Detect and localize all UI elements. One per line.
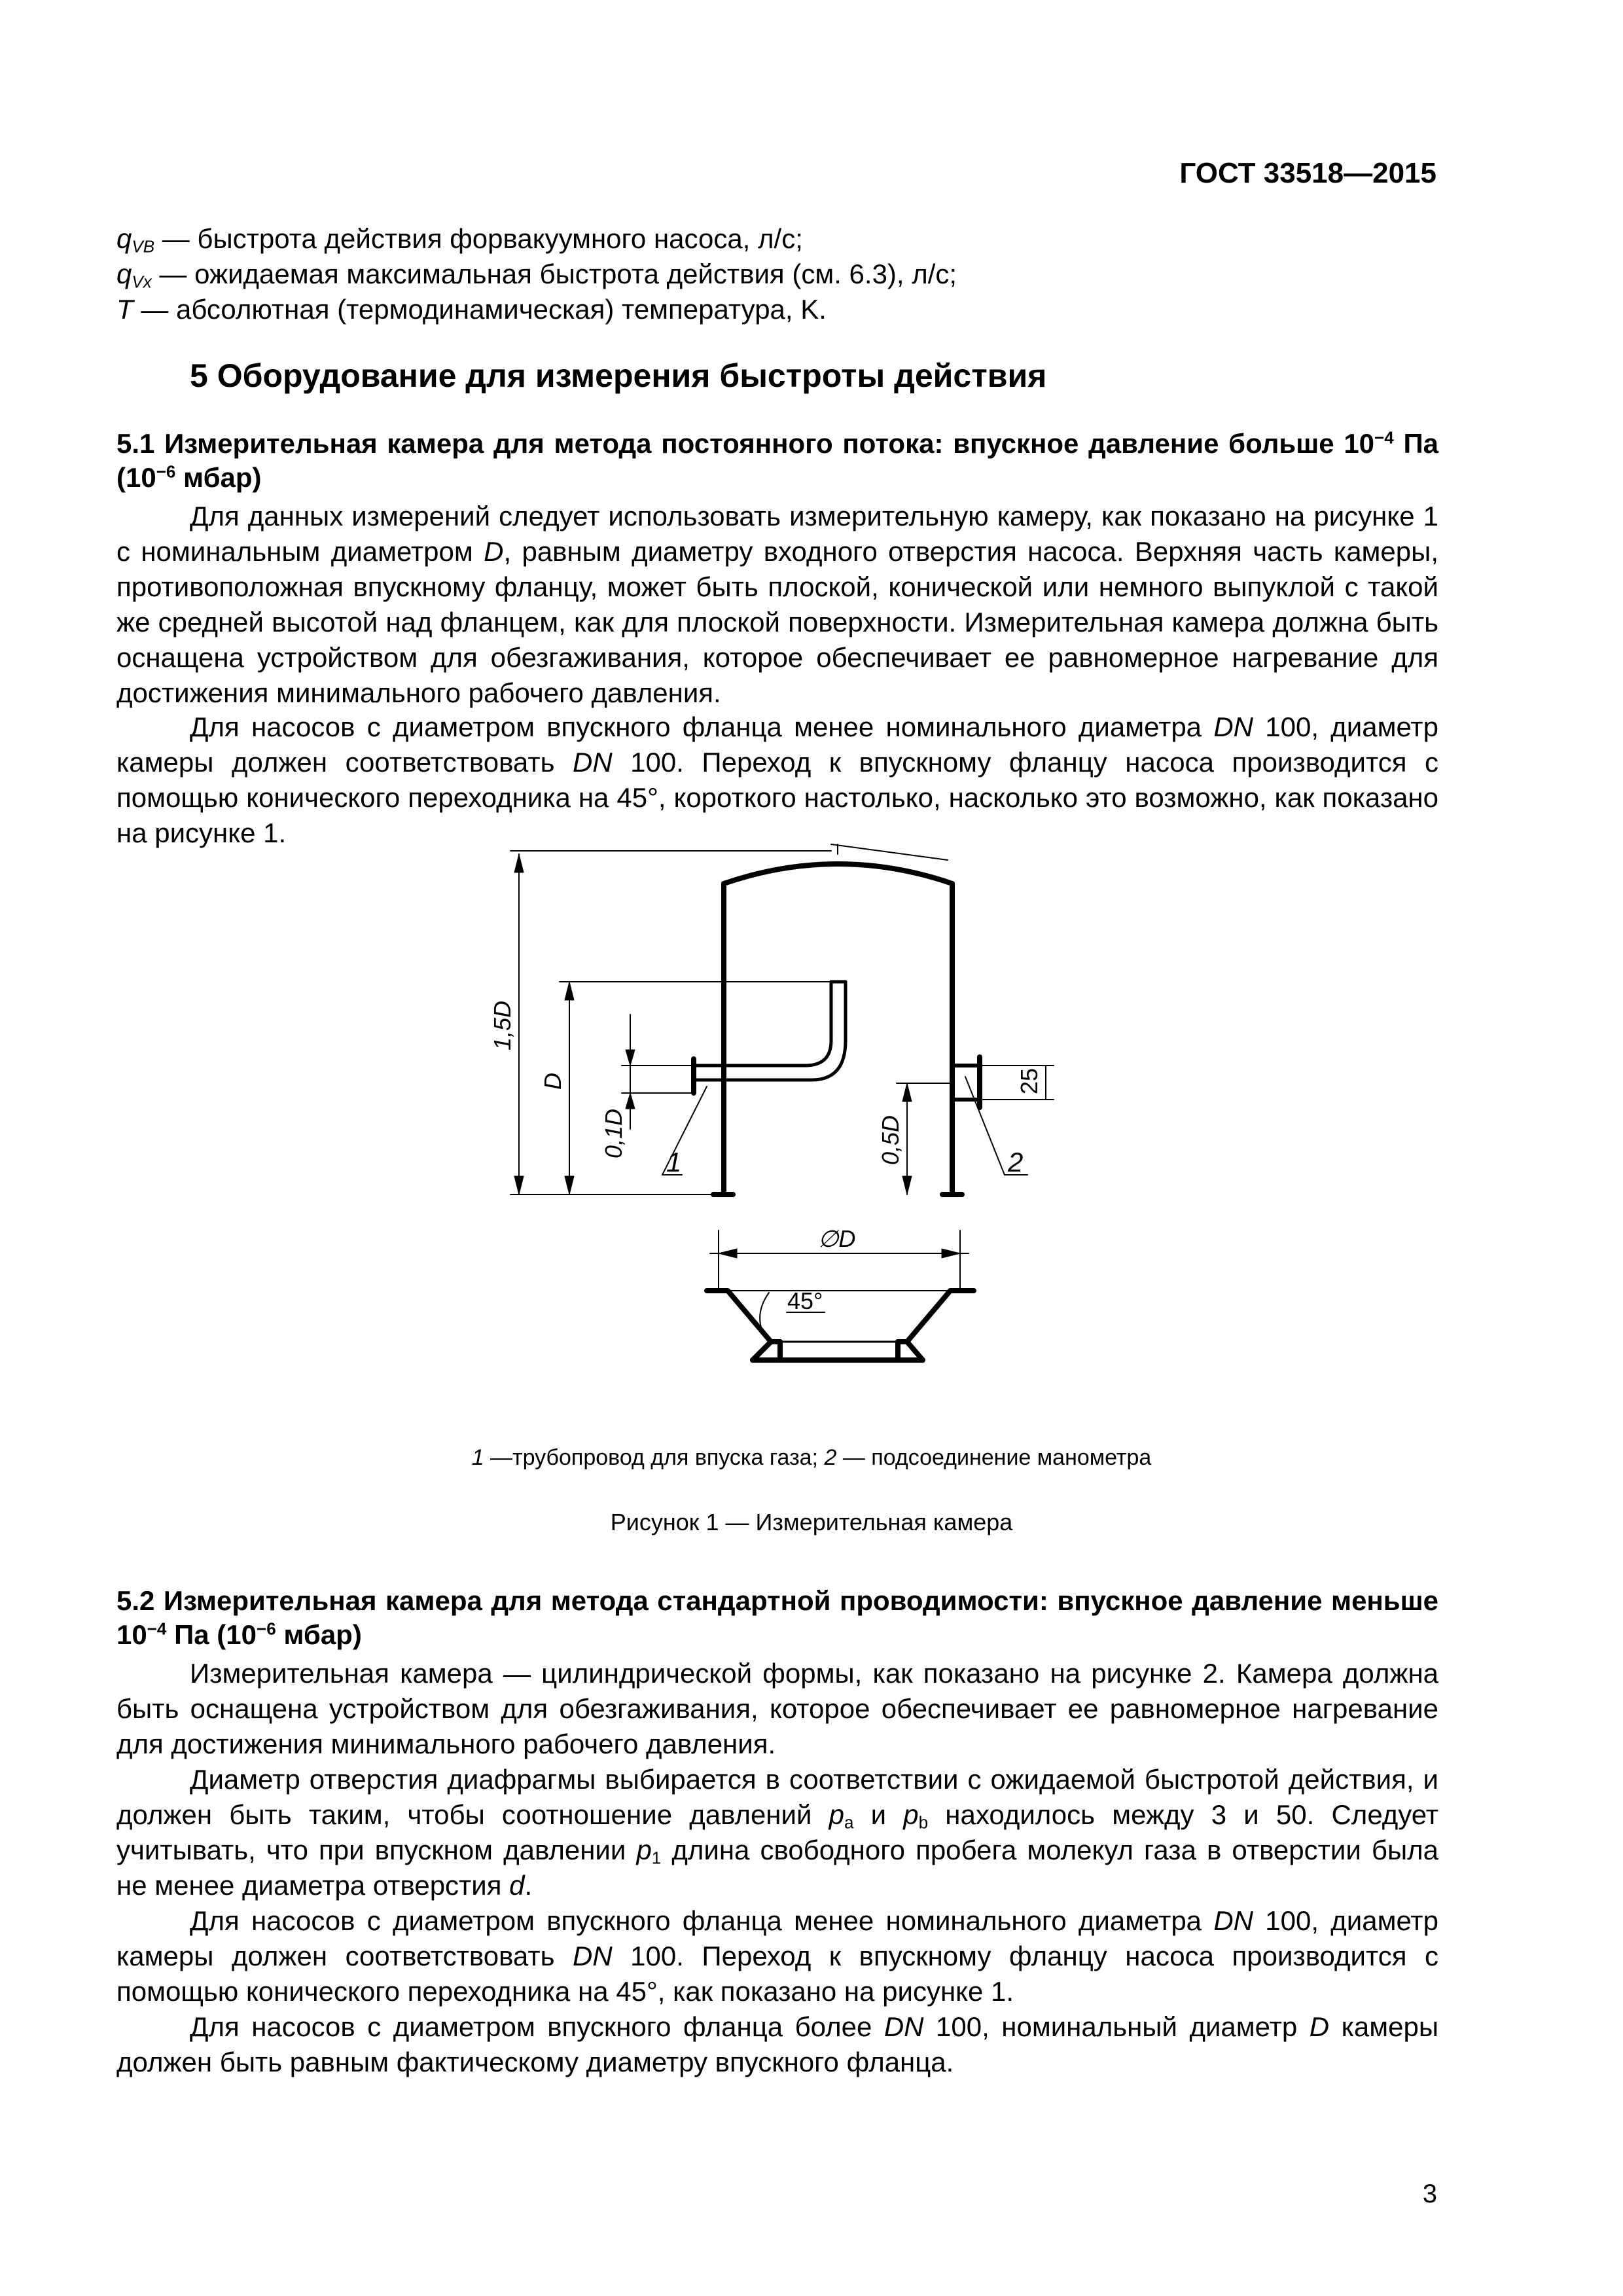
symbol: d bbox=[509, 1870, 525, 1901]
dim-label-25: 25 bbox=[1016, 1067, 1043, 1094]
figure-1-drawing bbox=[458, 831, 1165, 1420]
page-number: 3 bbox=[1422, 2179, 1437, 2208]
text: и bbox=[853, 1799, 904, 1830]
subsection-5-2-heading bbox=[116, 1584, 1438, 1652]
exponent: −4 bbox=[1374, 427, 1394, 448]
heading-text: 5.2 Измерительная камера для метода стандартной проводимости: впускное давление меньше 10 bbox=[116, 1585, 1438, 1650]
symbol: DN bbox=[572, 747, 613, 778]
text: Для насосов с диаметром впускного фланца более bbox=[190, 2011, 884, 2042]
symbol: DN bbox=[572, 1941, 613, 1971]
symbol: p bbox=[829, 1799, 844, 1830]
definition-qvx bbox=[116, 257, 1438, 292]
text: , равным диаметру входного отверстия насоса. Верхняя часть камеры, противоположная впускному фланцу, может быть плоской, конической или немного выпуклой с такой же средней высотой над фланцем, как для плоской поверхности. Измерительная камера должна быть оснащена устройством для обезгаживания, которое обеспечивает ее равномерное нагревание для достижения минимального рабочего давления. bbox=[116, 536, 1438, 708]
symbol: p bbox=[903, 1799, 919, 1830]
figure-1-caption: Рисунок 1 — Измерительная камера bbox=[610, 1509, 1013, 1535]
figure-1-legend bbox=[0, 1445, 1623, 1471]
symbol: q bbox=[116, 223, 132, 254]
paragraph-5-2-b bbox=[116, 1762, 1438, 1903]
standard-code: ГОСТ 33518—2015 bbox=[1179, 157, 1436, 189]
symbol: DN bbox=[883, 2011, 924, 2042]
heading-text: Па (10 bbox=[116, 428, 1439, 493]
dim-label-d: D bbox=[539, 1073, 566, 1090]
symbol: T bbox=[116, 294, 134, 325]
definition-text: — ожидаемая максимальная быстрота действия (см. 6.3), л/с; bbox=[151, 259, 957, 289]
legend-text: — подсоединение манометра bbox=[836, 1445, 1152, 1470]
paragraph-5-2-c bbox=[116, 1903, 1438, 2009]
text: 100, диаметр камеры должен соответствовать bbox=[116, 1905, 1439, 1971]
section-5-heading: 5 Оборудование для измерения быстроты действия bbox=[190, 357, 1047, 394]
text: 100. Переход к впускному фланцу насоса производится с помощью конического переходника на 45°, как показано на рисунке 1. bbox=[116, 1941, 1438, 2007]
text: Для данных измерений следует использовать измерительную камеру, как показано на рисунке 1 с номинальным диаметром bbox=[116, 501, 1438, 567]
text: Для насосов с диаметром впускного фланца менее номинального диаметра bbox=[190, 711, 1214, 742]
legend-number: 1 bbox=[471, 1445, 484, 1470]
paragraph-5-1-b bbox=[116, 709, 1438, 851]
exponent: −6 bbox=[257, 1619, 276, 1639]
dim-label-0-5d: 0,5D bbox=[877, 1115, 904, 1165]
heading-text: 5.1 Измерительная камера для метода постоянного потока: впускное давление больше 10 bbox=[116, 428, 1375, 459]
symbol: DN bbox=[1213, 1905, 1253, 1936]
paragraph-5-2-d bbox=[116, 2009, 1438, 2080]
angle-label: 45° bbox=[787, 1287, 823, 1314]
definition-qvb bbox=[116, 221, 1438, 257]
text: Для насосов с диаметром впускного фланца менее номинального диаметра bbox=[190, 1905, 1214, 1936]
symbol-subscript: Vx bbox=[132, 272, 152, 292]
paragraph-5-2-a: Измерительная камера — цилиндрической формы, как показано на рисунке 2. Камера должна быть оснащена устройством для обезгаживания, которое обеспечивает ее равномерное нагревание для достижения минимального рабочего давления. bbox=[116, 1658, 1438, 1759]
paragraph-5-1-a bbox=[116, 499, 1438, 711]
text: камеры должен быть равным фактическому диаметру впускного фланца. bbox=[116, 2011, 1439, 2077]
symbol-subscript: a bbox=[844, 1812, 854, 1833]
text: 100, диаметр камеры должен соответствовать bbox=[116, 711, 1439, 778]
symbol-subscript: b bbox=[918, 1812, 929, 1833]
symbol: p bbox=[636, 1835, 652, 1865]
heading-text: мбар) bbox=[175, 462, 262, 493]
legend-number: 2 bbox=[824, 1445, 837, 1470]
symbol: D bbox=[484, 536, 504, 567]
symbol-subscript: 1 bbox=[651, 1848, 662, 1868]
text: 100, номинальный диаметр bbox=[923, 2011, 1310, 2042]
definition-t bbox=[116, 292, 1438, 327]
text: . bbox=[524, 1870, 533, 1901]
callout-2: 2 bbox=[1008, 1147, 1024, 1177]
symbol: DN bbox=[1213, 711, 1253, 742]
text: 100. Переход к впускному фланцу насоса производится с помощью конического переходника на 45°, короткого настолько, насколько это возможно, как показано на рисунке 1. bbox=[116, 747, 1438, 848]
callout-1: 1 bbox=[666, 1147, 682, 1177]
symbol: D bbox=[1309, 2011, 1330, 2042]
exponent: −6 bbox=[156, 461, 176, 482]
heading-text: Па (10 bbox=[166, 1619, 257, 1650]
dim-label-diameter: ∅D bbox=[818, 1225, 856, 1252]
heading-text: мбар) bbox=[276, 1619, 362, 1650]
text: Диаметр отверстия диафрагмы выбирается в соответствии с ожидаемой быстротой действия, и должен быть таким, чтобы соотношение давлений bbox=[116, 1764, 1438, 1830]
definition-text: — абсолютная (термодинамическая) температура, K. bbox=[133, 294, 827, 325]
definition-text: — быстрота действия форвакуумного насоса, л/с; bbox=[154, 223, 803, 254]
dim-label-1-5d: 1,5D bbox=[489, 1000, 516, 1050]
symbol: q bbox=[116, 259, 132, 289]
text: длина свободного пробега молекул газа в отверстии была не менее диаметра отверстия bbox=[116, 1835, 1439, 1901]
text: находилось между 3 и 50. Следует учитывать, что при впускном давлении bbox=[116, 1799, 1438, 1865]
dim-label-0-1d: 0,1D bbox=[600, 1108, 627, 1158]
symbol-definitions bbox=[116, 221, 1438, 327]
subsection-5-1-heading bbox=[116, 427, 1438, 495]
chamber-top bbox=[724, 864, 952, 884]
exponent: −4 bbox=[147, 1619, 167, 1639]
legend-text: —трубопровод для впуска газа; bbox=[484, 1445, 825, 1470]
symbol-subscript: VB bbox=[132, 236, 155, 257]
